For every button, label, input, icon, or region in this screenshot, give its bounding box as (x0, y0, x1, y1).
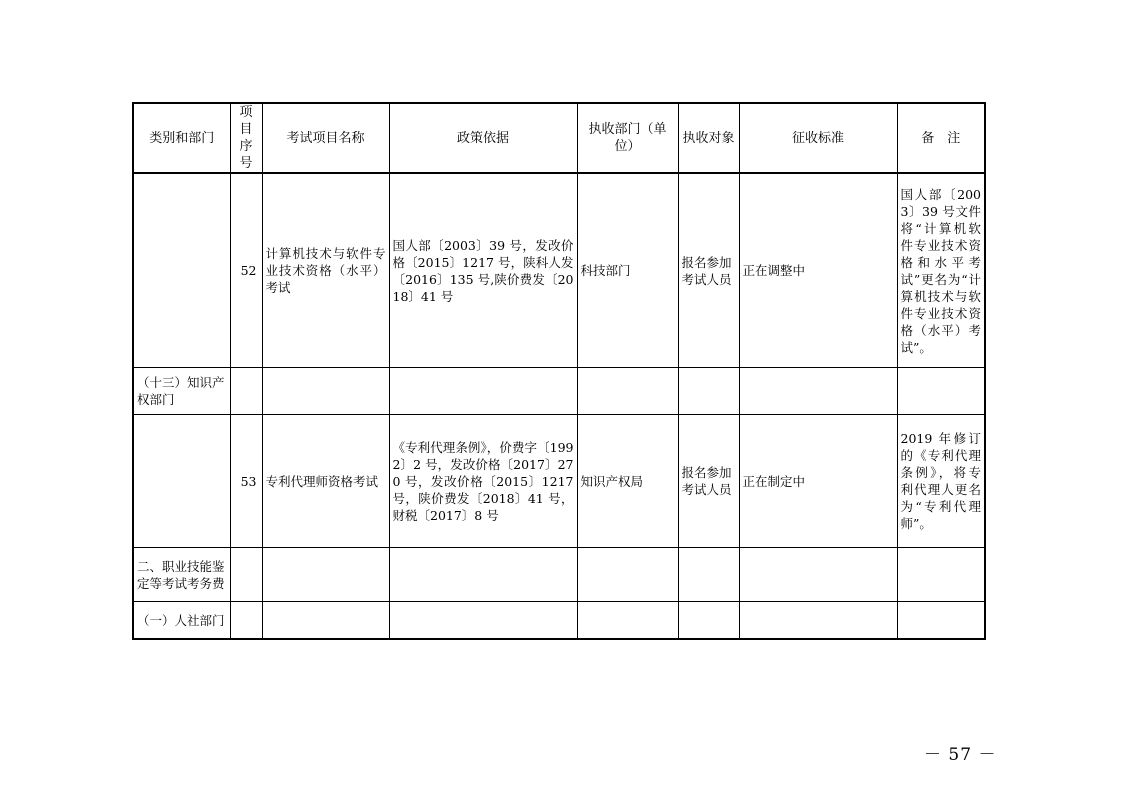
cell-target: 报名参加考试人员 (678, 415, 739, 548)
cell-exam-name: 专利代理师资格考试 (262, 415, 389, 548)
cell-category: （一）人社部门 (133, 602, 230, 640)
table-row (133, 368, 985, 415)
fee-table (132, 102, 986, 640)
cell-standard (739, 368, 897, 415)
cell-remarks (897, 602, 985, 640)
cell-policy (389, 548, 577, 602)
header-target: 执收对象 (678, 103, 739, 173)
table-row (133, 173, 985, 368)
cell-policy: 《专利代理条例》，价费字〔1992〕2 号，发改价格〔2017〕270 号，发改价格〔2015〕1217 号，陕价费发〔2018〕41 号，财税〔2017〕8 号 (389, 415, 577, 548)
cell-department (577, 548, 678, 602)
cell-standard (739, 602, 897, 640)
cell-target (678, 548, 739, 602)
cell-standard (739, 548, 897, 602)
cell-standard: 正在制定中 (739, 415, 897, 548)
cell-policy: 国人部〔2003〕39 号，发改价格〔2015〕1217 号，陕科人发〔2016〕135 号,陕价费发〔2018〕41 号 (389, 173, 577, 368)
cell-category: 二、职业技能鉴定等考试考务费 (133, 548, 230, 602)
header-item-no: 项目序号 (230, 103, 262, 173)
cell-item-no: 52 (230, 173, 262, 368)
cell-item-no: 53 (230, 415, 262, 548)
header-policy: 政策依据 (389, 103, 577, 173)
cell-exam-name (262, 602, 389, 640)
table-row (133, 548, 985, 602)
cell-department (577, 602, 678, 640)
cell-exam-name (262, 548, 389, 602)
cell-policy (389, 602, 577, 640)
cell-remarks: 2019 年修订的《专利代理条例》，将专利代理人更名为“专利代理师”。 (897, 415, 985, 548)
table-row (133, 602, 985, 640)
header-department: 执收部门（单位） (577, 103, 678, 173)
cell-target: 报名参加考试人员 (678, 173, 739, 368)
cell-remarks (897, 368, 985, 415)
cell-item-no (230, 602, 262, 640)
cell-category: （十三）知识产权部门 (133, 368, 230, 415)
header-category: 类别和部门 (133, 103, 230, 173)
header-standard: 征收标准 (739, 103, 897, 173)
cell-department (577, 368, 678, 415)
cell-item-no (230, 368, 262, 415)
header-exam-name: 考试项目名称 (262, 103, 389, 173)
cell-target (678, 602, 739, 640)
cell-remarks: 国人部〔2003〕39 号文件将“计算机软件专业技术资格和水平考试”更名为“计算机技术与软件专业技术资格（水平）考试”。 (897, 173, 985, 368)
cell-exam-name: 计算机技术与软件专业技术资格（水平）考试 (262, 173, 389, 368)
table-row (133, 415, 985, 548)
cell-category (133, 415, 230, 548)
cell-standard: 正在调整中 (739, 173, 897, 368)
cell-target (678, 368, 739, 415)
header-row (133, 103, 985, 173)
cell-department: 科技部门 (577, 173, 678, 368)
cell-category (133, 173, 230, 368)
page-number: － 57 － (924, 745, 997, 765)
header-remarks: 备 注 (897, 103, 985, 173)
cell-department: 知识产权局 (577, 415, 678, 548)
cell-remarks (897, 548, 985, 602)
cell-item-no (230, 548, 262, 602)
cell-exam-name (262, 368, 389, 415)
cell-policy (389, 368, 577, 415)
